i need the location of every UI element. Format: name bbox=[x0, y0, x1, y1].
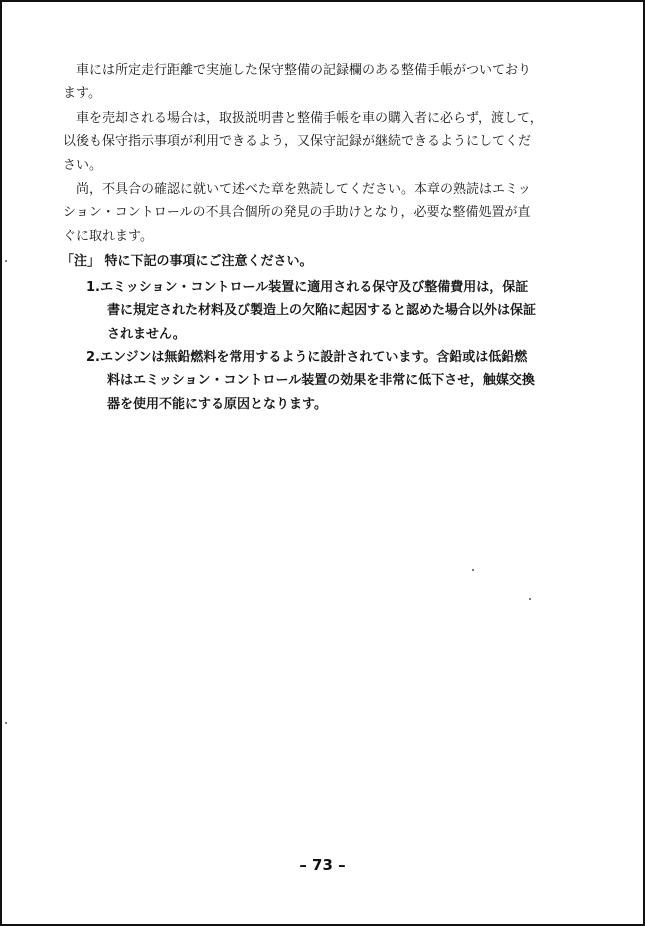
text-line: 1.エミッション・コントロール装置に適用される保守及び整備費用は，保証 bbox=[86, 280, 529, 295]
paragraph-vehicle-sale bbox=[63, 107, 613, 177]
text-line: 書に規定された材料及び製造上の欠陥に起因すると認めた場合以外は保証 bbox=[107, 303, 537, 319]
scan-speck bbox=[472, 569, 474, 571]
paragraph-maintenance-log bbox=[63, 59, 613, 106]
text-line: 車を売却される場合は，取扱説明書と整備手帳を車の購入者に必らず，渡して， bbox=[63, 111, 543, 126]
text-line: 料はエミッション・コントロール装置の効果を非常に低下させ，触媒交換 bbox=[107, 373, 535, 389]
text-line: 車には所定走行距離で実施した保守整備の記録欄のある整備手帳がついており bbox=[63, 63, 532, 78]
note-heading: 「注」 特に下記の事項にご注意ください。 bbox=[61, 254, 313, 269]
text-line: ぐに取れます。 bbox=[63, 228, 153, 244]
note-item-unleaded-fuel bbox=[86, 346, 535, 416]
text-line: ション・コントロールの不具合個所の発見の手助けとなり，必要な整備処置が直 bbox=[63, 205, 531, 221]
page-number: – 73 – bbox=[299, 856, 346, 874]
text-line: ます。 bbox=[63, 86, 101, 102]
scan-speck bbox=[5, 722, 7, 724]
text-line: さい。 bbox=[63, 157, 103, 173]
note-item-warranty bbox=[86, 276, 536, 346]
paragraph-troubleshooting bbox=[63, 178, 613, 248]
text-line: 以後も保守指示事項が利用できるよう，又保守記録が継続できるようにしてくだ bbox=[63, 134, 532, 150]
text-line: 器を使用不能にする原因となります。 bbox=[107, 396, 327, 412]
text-line: されません。 bbox=[107, 326, 186, 342]
scan-speck bbox=[5, 260, 7, 262]
scan-speck bbox=[529, 598, 531, 600]
text-line: 尚，不具合の確認に就いて述べた章を熟読してください。本章の熟読はエミッ bbox=[63, 182, 531, 197]
text-line: 2.エンジンは無鉛燃料を常用するように設計されています。含鉛或は低鉛燃 bbox=[86, 350, 528, 365]
